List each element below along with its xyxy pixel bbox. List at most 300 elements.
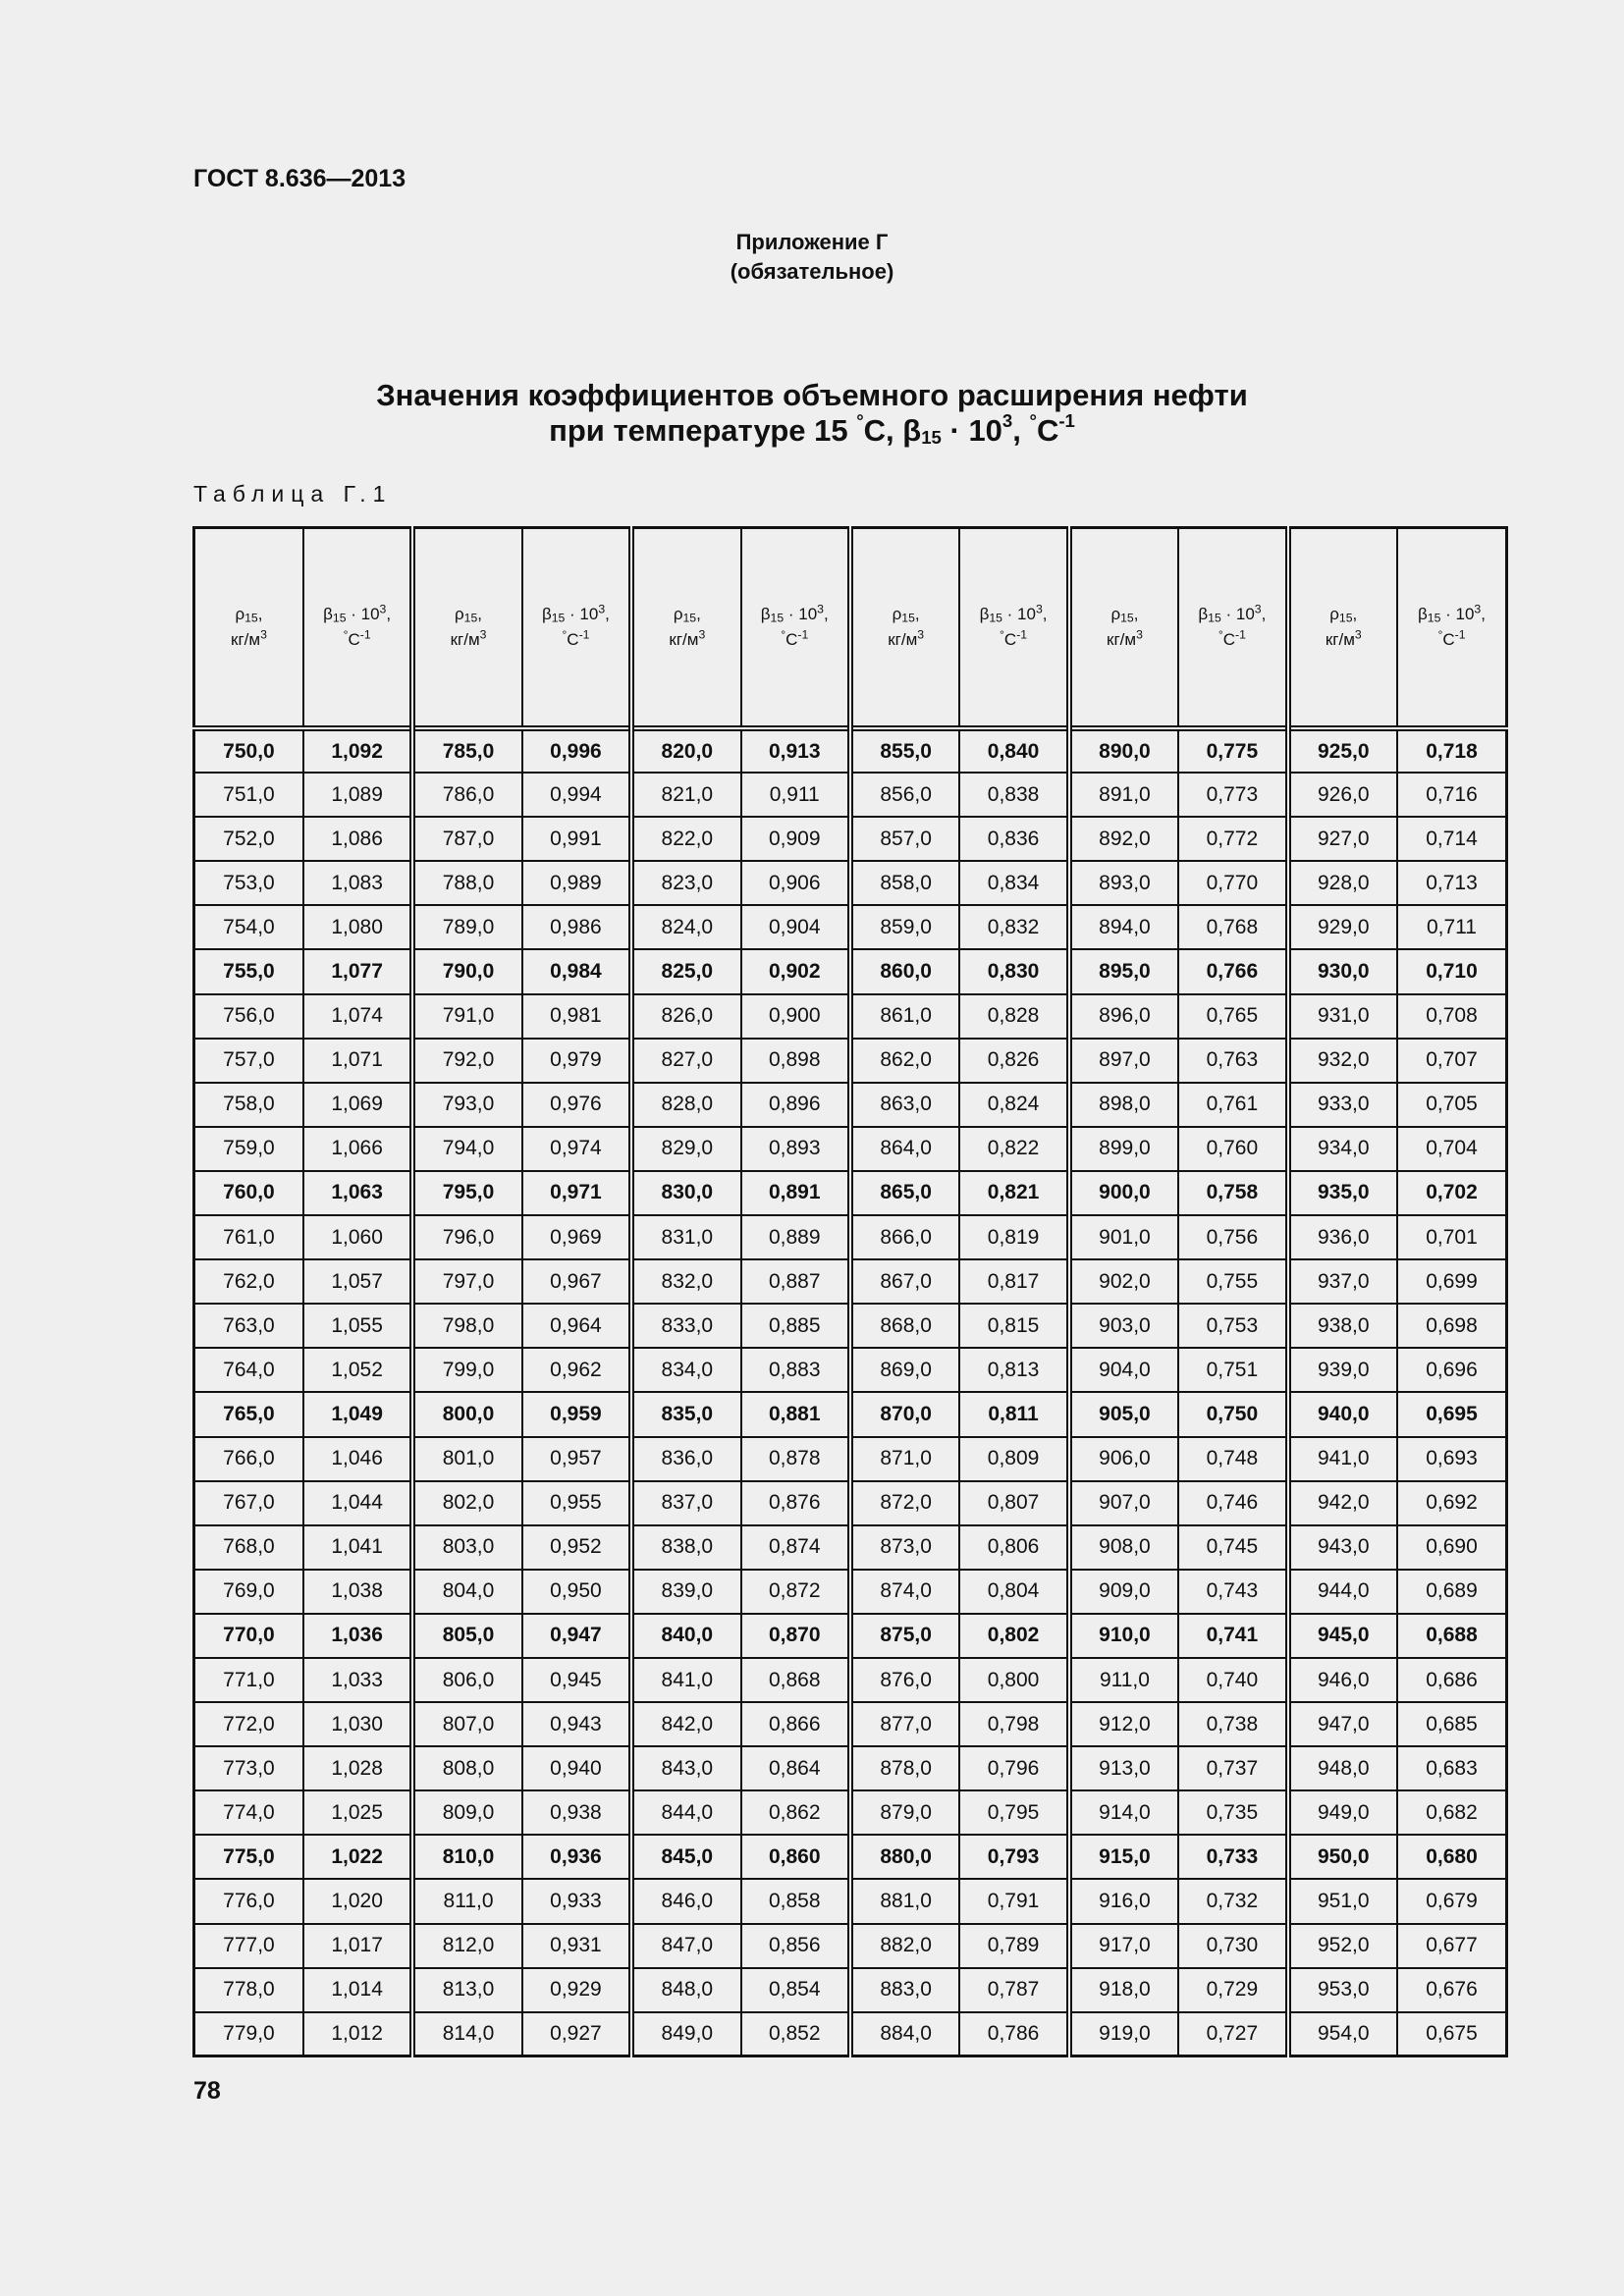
density-cell: 810,0 [412, 1835, 521, 1879]
density-cell: 953,0 [1288, 1968, 1397, 2012]
exponent-3: 3 [817, 602, 824, 616]
coefficient-cell: 0,881 [741, 1392, 850, 1436]
density-cell: 879,0 [850, 1790, 959, 1835]
density-cell: 812,0 [412, 1924, 521, 1968]
coefficient-cell: 0,822 [959, 1127, 1068, 1171]
density-cell: 863,0 [850, 1083, 959, 1127]
table-row [194, 994, 1507, 1039]
coefficient-cell: 0,798 [959, 1702, 1068, 1746]
density-cell: 826,0 [631, 994, 740, 1039]
density-cell: 821,0 [631, 773, 740, 817]
density-cell: 828,0 [631, 1083, 740, 1127]
degree-sign: ° [562, 627, 568, 642]
density-cell: 799,0 [412, 1348, 521, 1392]
beta-symbol: β [979, 605, 990, 623]
density-cell: 912,0 [1069, 1702, 1178, 1746]
coefficient-cell: 1,012 [303, 2012, 412, 2056]
coefficient-cell: 1,063 [303, 1171, 412, 1215]
density-cell: 788,0 [412, 861, 521, 905]
beta-symbol: β [541, 605, 552, 623]
exponent-minus-one: -1 [1016, 627, 1028, 642]
coefficient-cell: 1,014 [303, 1968, 412, 2012]
header-density [850, 528, 959, 729]
density-cell: 913,0 [1069, 1746, 1178, 1790]
multiplier: · 10 [1001, 605, 1036, 623]
table-row [194, 1658, 1507, 1702]
coefficient-cell: 0,885 [741, 1304, 850, 1348]
coefficient-cell: 0,909 [741, 817, 850, 861]
unit-kg-m: кг/м [1325, 630, 1355, 649]
density-cell: 804,0 [412, 1570, 521, 1614]
coefficient-cell: 0,710 [1397, 949, 1507, 993]
coefficient-cell: 1,080 [303, 905, 412, 949]
table-row [194, 2012, 1507, 2056]
density-cell: 790,0 [412, 949, 521, 993]
coefficient-cell: 0,740 [1178, 1658, 1287, 1702]
exponent-3: 3 [1354, 627, 1362, 642]
density-cell: 872,0 [850, 1481, 959, 1525]
coefficient-cell: 0,702 [1397, 1171, 1507, 1215]
multiplier: · 10 [346, 605, 380, 623]
degree-sign: ° [856, 410, 864, 432]
exponent-3: 3 [379, 602, 387, 616]
density-cell: 929,0 [1288, 905, 1397, 949]
density-cell: 755,0 [194, 949, 303, 993]
density-cell: 926,0 [1288, 773, 1397, 817]
beta-symbol: β [1418, 605, 1428, 623]
density-cell: 829,0 [631, 1127, 740, 1171]
coefficient-cell: 1,044 [303, 1481, 412, 1525]
exponent-3: 3 [698, 627, 706, 642]
title-text: при температуре 15 [549, 413, 857, 448]
coefficient-cell: 0,883 [741, 1348, 850, 1392]
table-row [194, 817, 1507, 861]
table-row [194, 1481, 1507, 1525]
comma: , [257, 605, 263, 623]
coefficient-cell: 0,989 [522, 861, 631, 905]
density-cell: 939,0 [1288, 1348, 1397, 1392]
coefficient-cell: 0,738 [1178, 1702, 1287, 1746]
comma: , [605, 605, 610, 623]
density-cell: 763,0 [194, 1304, 303, 1348]
unit-kg-m: кг/м [888, 630, 918, 649]
celsius-unit: С [1222, 630, 1235, 649]
coefficient-cell: 1,083 [303, 861, 412, 905]
header-coefficient [741, 528, 850, 729]
coefficient-cell: 0,891 [741, 1171, 850, 1215]
density-cell: 764,0 [194, 1348, 303, 1392]
table-row [194, 728, 1507, 773]
coefficient-cell: 0,789 [959, 1924, 1068, 1968]
density-cell: 934,0 [1288, 1127, 1397, 1171]
table-row [194, 1392, 1507, 1436]
table-row [194, 1570, 1507, 1614]
coefficient-cell: 0,751 [1178, 1348, 1287, 1392]
coefficient-cell: 0,765 [1178, 994, 1287, 1039]
degree-sign: ° [1437, 627, 1443, 642]
density-cell: 758,0 [194, 1083, 303, 1127]
coefficient-cell: 0,870 [741, 1614, 850, 1658]
density-cell: 942,0 [1288, 1481, 1397, 1525]
unit-kg-m: кг/м [669, 630, 699, 649]
density-cell: 848,0 [631, 1968, 740, 2012]
coefficient-cell: 0,911 [741, 773, 850, 817]
density-cell: 838,0 [631, 1525, 740, 1570]
degree-sign: ° [343, 627, 349, 642]
density-cell: 795,0 [412, 1171, 521, 1215]
coefficient-cell: 0,760 [1178, 1127, 1287, 1171]
density-cell: 917,0 [1069, 1924, 1178, 1968]
density-cell: 824,0 [631, 905, 740, 949]
subscript-15: 15 [1120, 611, 1134, 625]
coefficient-cell: 0,718 [1397, 728, 1507, 773]
density-cell: 877,0 [850, 1702, 959, 1746]
density-cell: 820,0 [631, 728, 740, 773]
coefficient-cell: 0,981 [522, 994, 631, 1039]
density-cell: 858,0 [850, 861, 959, 905]
density-cell: 750,0 [194, 728, 303, 773]
coefficient-cell: 0,866 [741, 1702, 850, 1746]
exponent-minus-one: -1 [1058, 410, 1075, 432]
density-cell: 791,0 [412, 994, 521, 1039]
density-cell: 900,0 [1069, 1171, 1178, 1215]
table-title [0, 378, 1624, 449]
density-cell: 825,0 [631, 949, 740, 993]
exponent-3: 3 [1035, 602, 1043, 616]
table-row [194, 1304, 1507, 1348]
subscript-15: 15 [682, 611, 697, 625]
coefficient-cell: 0,698 [1397, 1304, 1507, 1348]
rho-symbol: ρ [1329, 605, 1339, 623]
density-cell: 860,0 [850, 949, 959, 993]
header-coefficient [522, 528, 631, 729]
appendix-heading [0, 228, 1624, 287]
coefficient-cell: 0,743 [1178, 1570, 1287, 1614]
density-cell: 896,0 [1069, 994, 1178, 1039]
coefficient-cell: 0,750 [1178, 1392, 1287, 1436]
exponent-minus-one: -1 [1454, 627, 1466, 642]
density-cell: 778,0 [194, 1968, 303, 2012]
density-cell: 895,0 [1069, 949, 1178, 993]
density-cell: 935,0 [1288, 1171, 1397, 1215]
coefficient-cell: 0,898 [741, 1039, 850, 1083]
coefficient-cell: 0,856 [741, 1924, 850, 1968]
density-cell: 867,0 [850, 1259, 959, 1304]
density-cell: 944,0 [1288, 1570, 1397, 1614]
density-cell: 932,0 [1288, 1039, 1397, 1083]
subscript-15: 15 [921, 426, 942, 448]
coefficient-cell: 0,906 [741, 861, 850, 905]
table-row [194, 1083, 1507, 1127]
density-cell: 941,0 [1288, 1437, 1397, 1481]
coefficient-cell: 0,991 [522, 817, 631, 861]
density-cell: 754,0 [194, 905, 303, 949]
coefficient-cell: 0,957 [522, 1437, 631, 1481]
coefficient-cell: 0,732 [1178, 1879, 1287, 1923]
density-cell: 756,0 [194, 994, 303, 1039]
density-cell: 796,0 [412, 1215, 521, 1259]
density-cell: 806,0 [412, 1658, 521, 1702]
coefficient-cell: 1,086 [303, 817, 412, 861]
multiplier: · 10 [784, 605, 818, 623]
coefficient-cell: 0,807 [959, 1481, 1068, 1525]
coefficient-cell: 0,795 [959, 1790, 1068, 1835]
density-cell: 890,0 [1069, 728, 1178, 773]
coefficient-cell: 1,017 [303, 1924, 412, 1968]
coefficient-cell: 0,690 [1397, 1525, 1507, 1570]
density-cell: 899,0 [1069, 1127, 1178, 1171]
coefficient-cell: 0,936 [522, 1835, 631, 1879]
coefficient-cell: 0,682 [1397, 1790, 1507, 1835]
unit-kg-m: кг/м [1107, 630, 1137, 649]
coefficient-cell: 0,748 [1178, 1437, 1287, 1481]
coefficient-cell: 0,878 [741, 1437, 850, 1481]
density-cell: 945,0 [1288, 1614, 1397, 1658]
coefficient-cell: 0,933 [522, 1879, 631, 1923]
density-cell: 827,0 [631, 1039, 740, 1083]
density-cell: 832,0 [631, 1259, 740, 1304]
density-cell: 927,0 [1288, 817, 1397, 861]
coefficient-cell: 1,055 [303, 1304, 412, 1348]
density-cell: 771,0 [194, 1658, 303, 1702]
coefficient-cell: 1,036 [303, 1614, 412, 1658]
exponent-minus-one: -1 [1235, 627, 1246, 642]
density-cell: 768,0 [194, 1525, 303, 1570]
exponent-3: 3 [260, 627, 267, 642]
coefficient-cell: 1,046 [303, 1437, 412, 1481]
coefficient-cell: 0,854 [741, 1968, 850, 2012]
table-header-row [194, 528, 1507, 729]
density-cell: 786,0 [412, 773, 521, 817]
density-cell: 904,0 [1069, 1348, 1178, 1392]
coefficient-cell: 0,819 [959, 1215, 1068, 1259]
coefficient-cell: 1,074 [303, 994, 412, 1039]
beta-symbol: β [323, 605, 333, 623]
density-cell: 807,0 [412, 1702, 521, 1746]
density-cell: 762,0 [194, 1259, 303, 1304]
density-cell: 846,0 [631, 1879, 740, 1923]
density-cell: 772,0 [194, 1702, 303, 1746]
density-cell: 813,0 [412, 1968, 521, 2012]
coefficient-cell: 0,955 [522, 1481, 631, 1525]
table-row [194, 1790, 1507, 1835]
exponent-3: 3 [598, 602, 606, 616]
coefficient-cell: 0,815 [959, 1304, 1068, 1348]
density-cell: 906,0 [1069, 1437, 1178, 1481]
comma: , [1042, 605, 1048, 623]
coefficient-cell: 1,069 [303, 1083, 412, 1127]
celsius-unit: С [785, 630, 798, 649]
coefficient-cell: 0,737 [1178, 1746, 1287, 1790]
coefficient-cell: 1,022 [303, 1835, 412, 1879]
exponent-minus-one: -1 [797, 627, 809, 642]
density-cell: 901,0 [1069, 1215, 1178, 1259]
density-cell: 931,0 [1288, 994, 1397, 1039]
degree-sign: ° [781, 627, 786, 642]
coefficient-cell: 0,675 [1397, 2012, 1507, 2056]
header-coefficient [1178, 528, 1287, 729]
coefficient-cell: 0,994 [522, 773, 631, 817]
coefficient-cell: 0,979 [522, 1039, 631, 1083]
density-cell: 930,0 [1288, 949, 1397, 993]
exponent-3: 3 [1254, 602, 1262, 616]
table-label: Таблица Г.1 [193, 481, 393, 507]
exponent-minus-one: -1 [359, 627, 371, 642]
density-cell: 847,0 [631, 1924, 740, 1968]
rho-symbol: ρ [1110, 605, 1121, 623]
table-row [194, 1924, 1507, 1968]
density-cell: 938,0 [1288, 1304, 1397, 1348]
density-cell: 831,0 [631, 1215, 740, 1259]
coefficient-cell: 0,887 [741, 1259, 850, 1304]
density-cell: 801,0 [412, 1437, 521, 1481]
coefficient-cell: 0,832 [959, 905, 1068, 949]
table-row [194, 1525, 1507, 1570]
coefficient-cell: 0,756 [1178, 1215, 1287, 1259]
density-cell: 794,0 [412, 1127, 521, 1171]
coefficient-cell: 1,020 [303, 1879, 412, 1923]
rho-symbol: ρ [892, 605, 902, 623]
celsius-text: С, [863, 413, 903, 448]
table-row [194, 773, 1507, 817]
density-cell: 861,0 [850, 994, 959, 1039]
coefficient-cell: 0,773 [1178, 773, 1287, 817]
density-cell: 907,0 [1069, 1481, 1178, 1525]
subscript-15: 15 [1208, 611, 1221, 625]
coefficient-cell: 0,804 [959, 1570, 1068, 1614]
coefficient-cell: 0,685 [1397, 1702, 1507, 1746]
exponent-3: 3 [1136, 627, 1143, 642]
density-cell: 849,0 [631, 2012, 740, 2056]
density-cell: 766,0 [194, 1437, 303, 1481]
coefficient-cell: 0,741 [1178, 1614, 1287, 1658]
coefficient-cell: 0,680 [1397, 1835, 1507, 1879]
coefficient-cell: 0,802 [959, 1614, 1068, 1658]
coefficient-cell: 0,947 [522, 1614, 631, 1658]
coefficient-cell: 0,708 [1397, 994, 1507, 1039]
density-cell: 767,0 [194, 1481, 303, 1525]
coefficient-cell: 0,809 [959, 1437, 1068, 1481]
coefficient-cell: 0,864 [741, 1746, 850, 1790]
comma: , [914, 605, 920, 623]
density-cell: 822,0 [631, 817, 740, 861]
coefficient-cell: 0,971 [522, 1171, 631, 1215]
coefficient-cell: 0,938 [522, 1790, 631, 1835]
density-cell: 859,0 [850, 905, 959, 949]
coefficient-cell: 0,830 [959, 949, 1068, 993]
density-cell: 902,0 [1069, 1259, 1178, 1304]
density-cell: 881,0 [850, 1879, 959, 1923]
celsius-unit: С [1442, 630, 1455, 649]
coefficient-cell: 0,696 [1397, 1348, 1507, 1392]
beta-symbol: β [1198, 605, 1209, 623]
coefficient-cell: 0,838 [959, 773, 1068, 817]
header-density [194, 528, 303, 729]
comma: , [1481, 605, 1486, 623]
density-cell: 919,0 [1069, 2012, 1178, 2056]
coefficient-cell: 1,066 [303, 1127, 412, 1171]
coefficient-cell: 0,707 [1397, 1039, 1507, 1083]
density-cell: 903,0 [1069, 1304, 1178, 1348]
coefficient-cell: 0,683 [1397, 1746, 1507, 1790]
coefficient-cell: 0,733 [1178, 1835, 1287, 1879]
header-density [1288, 528, 1397, 729]
exponent-3: 3 [1001, 410, 1013, 432]
coefficient-cell: 0,976 [522, 1083, 631, 1127]
coefficient-cell: 0,931 [522, 1924, 631, 1968]
table-row [194, 1968, 1507, 2012]
table-row [194, 1835, 1507, 1879]
table-body [194, 728, 1507, 2056]
density-cell: 869,0 [850, 1348, 959, 1392]
density-cell: 811,0 [412, 1879, 521, 1923]
density-cell: 866,0 [850, 1215, 959, 1259]
density-cell: 897,0 [1069, 1039, 1178, 1083]
density-cell: 753,0 [194, 861, 303, 905]
coefficient-cell: 0,826 [959, 1039, 1068, 1083]
header-coefficient [959, 528, 1068, 729]
coefficient-cell: 0,852 [741, 2012, 850, 2056]
coefficient-cell: 0,940 [522, 1746, 631, 1790]
density-cell: 844,0 [631, 1790, 740, 1835]
coefficient-cell: 0,753 [1178, 1304, 1287, 1348]
density-cell: 770,0 [194, 1614, 303, 1658]
density-cell: 855,0 [850, 728, 959, 773]
table-row [194, 1746, 1507, 1790]
density-cell: 936,0 [1288, 1215, 1397, 1259]
coefficient-cell: 0,770 [1178, 861, 1287, 905]
density-cell: 862,0 [850, 1039, 959, 1083]
subscript-15: 15 [989, 611, 1002, 625]
density-cell: 805,0 [412, 1614, 521, 1658]
density-cell: 808,0 [412, 1746, 521, 1790]
density-cell: 830,0 [631, 1171, 740, 1215]
density-cell: 800,0 [412, 1392, 521, 1436]
coefficient-cell: 0,689 [1397, 1570, 1507, 1614]
coefficient-cell: 0,793 [959, 1835, 1068, 1879]
comma: , [1261, 605, 1267, 623]
coefficient-cell: 0,868 [741, 1658, 850, 1702]
table-row [194, 861, 1507, 905]
density-cell: 873,0 [850, 1525, 959, 1570]
coefficient-cell: 1,092 [303, 728, 412, 773]
table-row [194, 905, 1507, 949]
coefficient-cell: 0,889 [741, 1215, 850, 1259]
density-cell: 802,0 [412, 1481, 521, 1525]
table-row [194, 1259, 1507, 1304]
coefficient-cell: 0,964 [522, 1304, 631, 1348]
density-cell: 892,0 [1069, 817, 1178, 861]
density-cell: 789,0 [412, 905, 521, 949]
celsius-unit: С [1036, 413, 1059, 448]
degree-sign: ° [1218, 627, 1223, 642]
density-cell: 777,0 [194, 1924, 303, 1968]
coefficient-cell: 0,962 [522, 1348, 631, 1392]
coefficient-cell: 0,727 [1178, 2012, 1287, 2056]
density-cell: 798,0 [412, 1304, 521, 1348]
density-cell: 882,0 [850, 1924, 959, 1968]
coefficient-cell: 0,874 [741, 1525, 850, 1570]
density-cell: 948,0 [1288, 1746, 1397, 1790]
density-cell: 835,0 [631, 1392, 740, 1436]
density-cell: 951,0 [1288, 1879, 1397, 1923]
density-cell: 910,0 [1069, 1614, 1178, 1658]
table-row [194, 1879, 1507, 1923]
coefficient-cell: 0,902 [741, 949, 850, 993]
header-density [1069, 528, 1178, 729]
coefficient-cell: 0,872 [741, 1570, 850, 1614]
exponent-3: 3 [917, 627, 925, 642]
